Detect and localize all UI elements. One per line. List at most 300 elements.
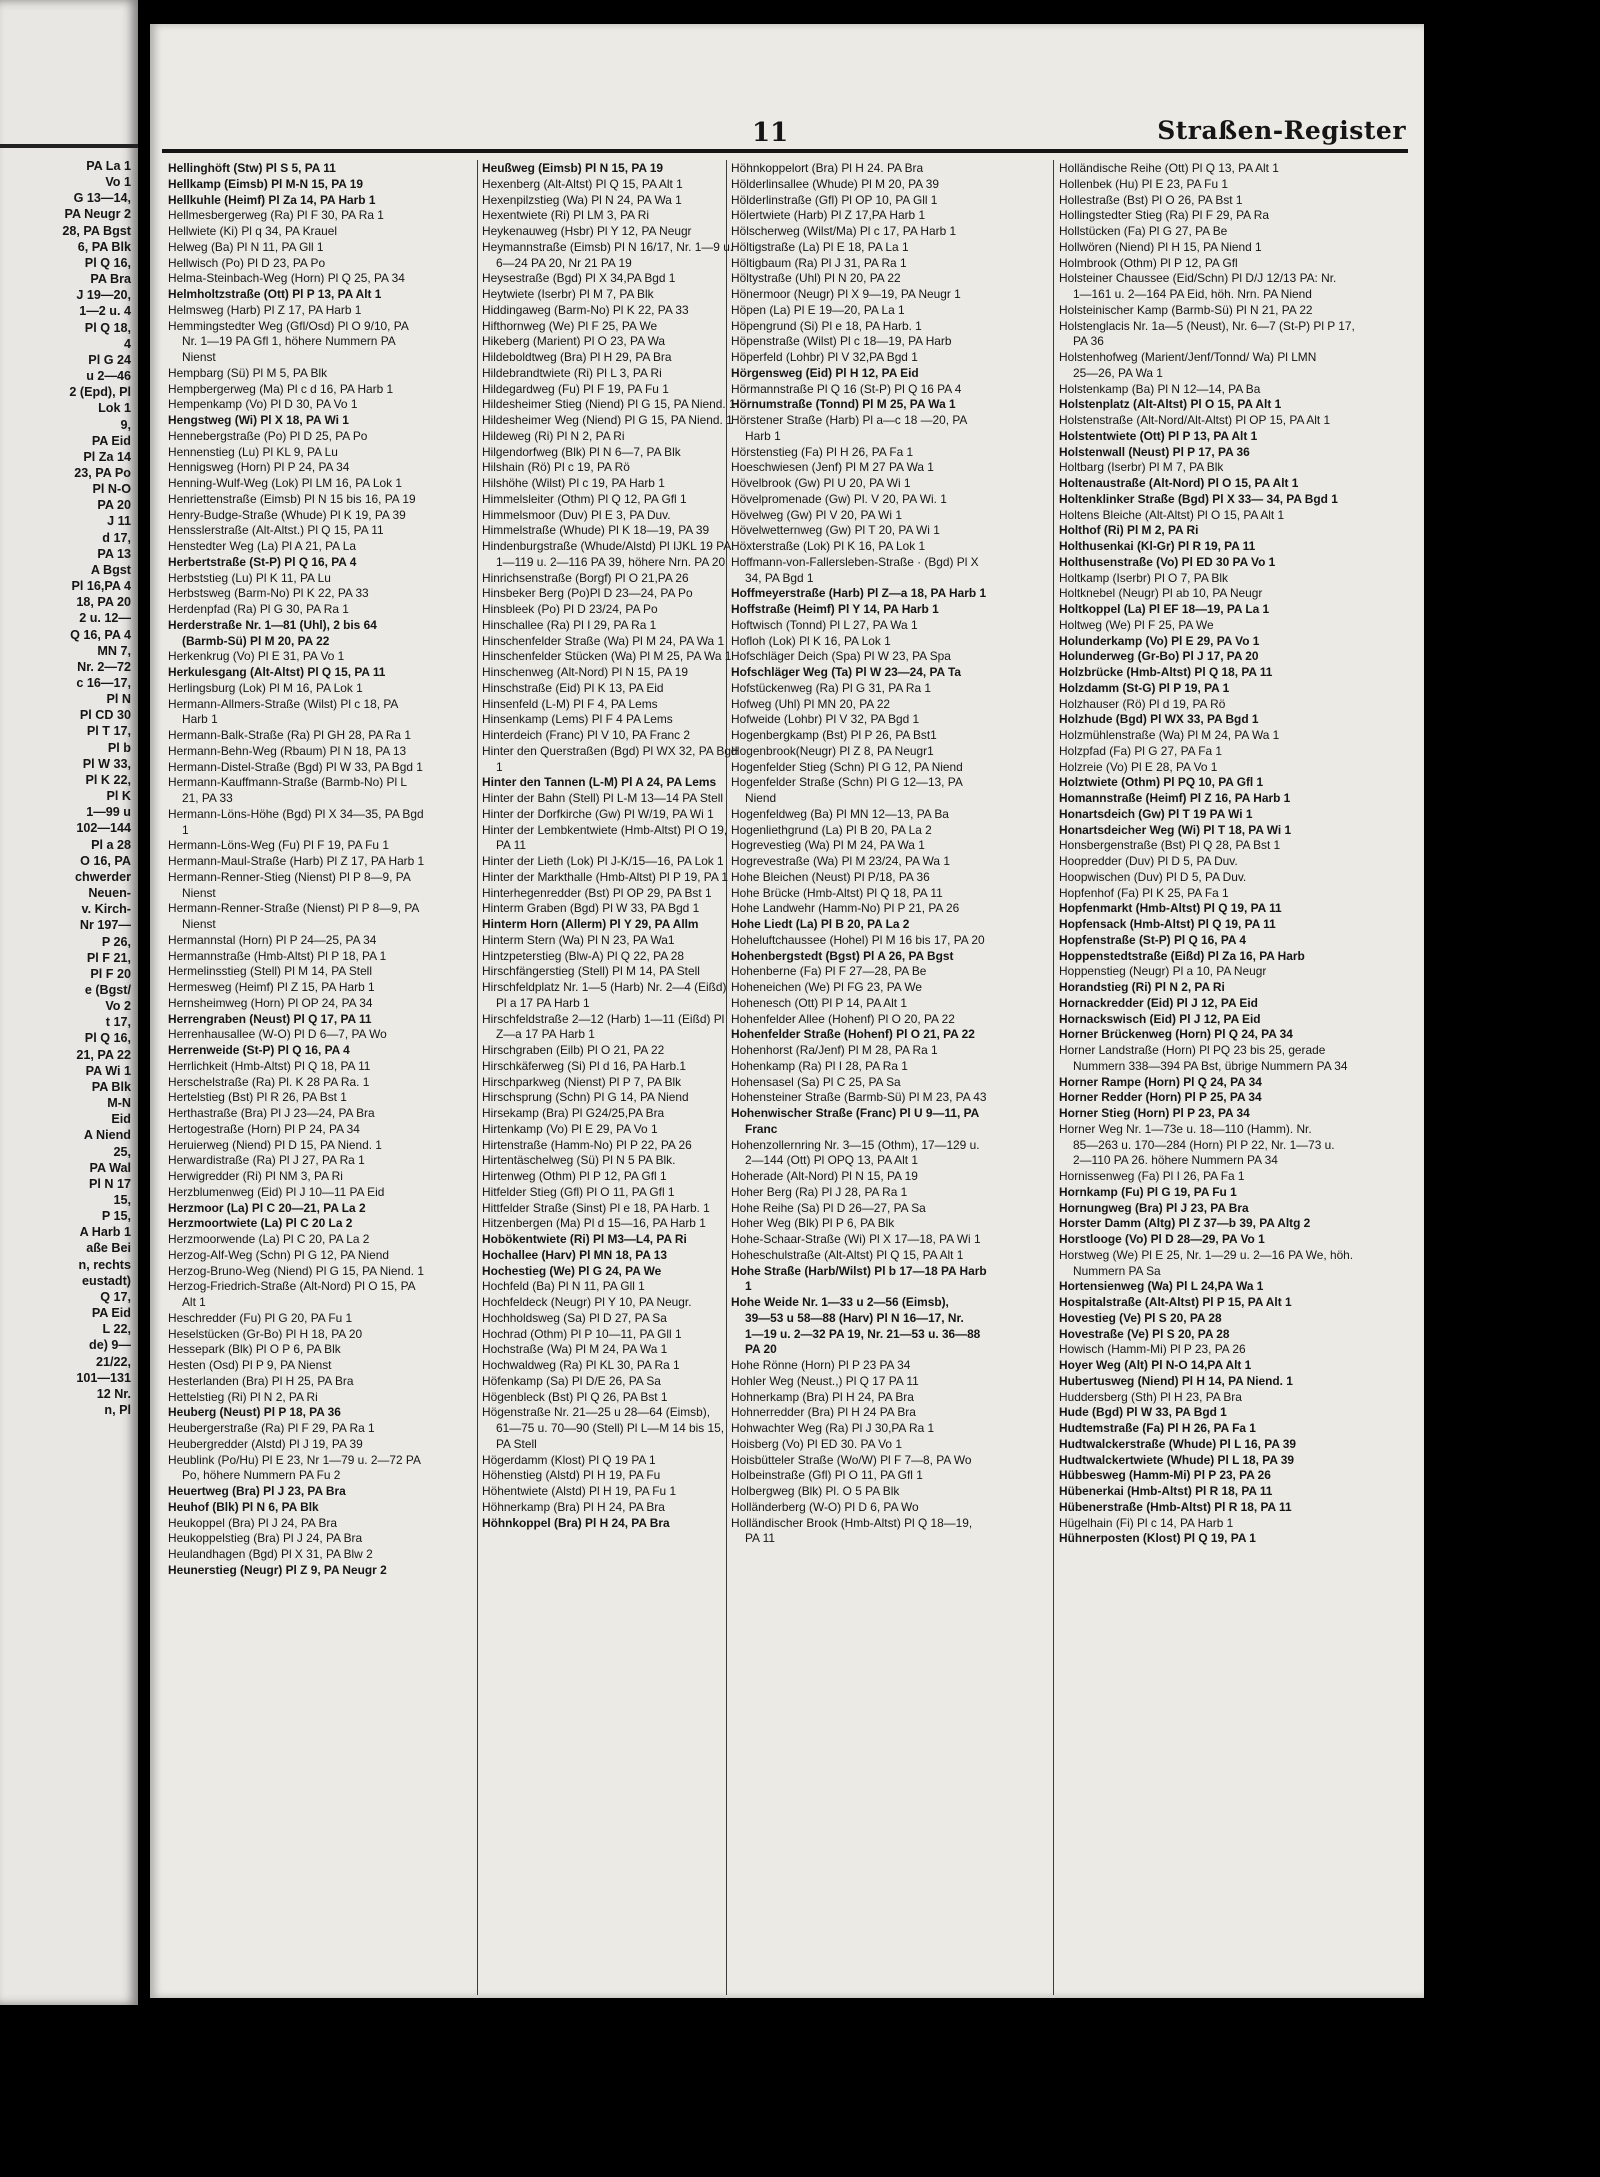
previous-page-fragment: 6, PA Blk [77, 239, 131, 254]
street-entry: Henry-Budge-Straße (Whude) Pl K 19, PA 39 [168, 507, 406, 522]
previous-page-fragment: 28, PA Bgst [62, 223, 131, 238]
street-entry: Horner Landstraße (Horn) Pl PQ 23 bis 25, gerade Nummern 338—394 PA Bst, übrige Nummern PA 34 [1059, 1043, 1348, 1073]
previous-page-fragment: MN 7, [97, 643, 131, 658]
previous-page-fragment: c 16—17, [76, 676, 131, 690]
street-entry: Hornissenweg (Fa) Pl I 26, PA Fa 1 [1059, 1169, 1245, 1183]
street-entry: Hilshöhe (Wilst) Pl c 19, PA Harb 1 [482, 476, 665, 490]
street-entry: Hovestieg (Ve) Pl S 20, PA 28 [1059, 1310, 1222, 1325]
street-entry: Hermann-Löns-Weg (Fu) Pl F 19, PA Fu 1 [168, 838, 389, 853]
register-page [150, 24, 1424, 1998]
street-entry: Hornackswisch (Eid) Pl J 12, PA Eid [1059, 1011, 1261, 1026]
previous-page-fragment: Pl b [107, 740, 131, 755]
street-entry: Hirtentäschelweg (Sü) Pl N 5 PA Blk. [482, 1153, 676, 1168]
street-entry: Hubertusweg (Niend) Pl H 14, PA Niend. 1 [1059, 1373, 1293, 1388]
previous-page-fragment: Q 17, [100, 1289, 131, 1304]
street-entry: Hellwisch (Po) Pl D 23, PA Po [168, 255, 326, 270]
previous-page-fragment: 23, PA Po [74, 465, 131, 480]
street-entry: Hinter den Tannen (L-M) Pl A 24, PA Lems [482, 775, 717, 790]
previous-page-fragment: 4 [123, 336, 131, 351]
street-entry: Holtweg (We) Pl F 25, PA We [1059, 617, 1214, 632]
street-entry: Hoeschwiesen (Jenf) Pl M 27 PA Wa 1 [731, 460, 934, 475]
street-entry: Höfenkamp (Sa) Pl D/E 26, PA Sa [482, 1373, 661, 1388]
street-entry: Hempenkamp (Vo) Pl D 30, PA Vo 1 [168, 397, 358, 412]
street-entry: Holztwiete (Othm) Pl PQ 10, PA Gfl 1 [1059, 775, 1264, 790]
street-entry: Holbergweg (Blk) Pl. O 5 PA Blk [731, 1484, 900, 1498]
street-entry: Hildesheimer Stieg (Niend) Pl G 15, PA Niend. 1 [482, 397, 736, 412]
street-entry: Holtkoppel (La) Pl EF 18—19, PA La 1 [1059, 602, 1270, 616]
street-entry: Herbertstraße (St-P) Pl Q 16, PA 4 [168, 554, 357, 569]
street-entry: Horner Redder (Horn) Pl P 25, PA 34 [1059, 1090, 1262, 1105]
street-entry: Hoheschulstraße (Alt-Altst) Pl Q 15, PA Alt 1 [731, 1247, 964, 1262]
street-entry: Hollenbek (Hu) Pl E 23, PA Fu 1 [1059, 176, 1228, 191]
previous-page-fragment: P 15, [101, 1209, 131, 1224]
previous-page-fragment: A Harb 1 [79, 1225, 131, 1240]
street-entry: Höltystraße (Uhl) Pl N 20, PA 22 [731, 271, 901, 286]
street-entry: Horner Weg Nr. 1—73e u. 18—110 (Hamm). Nr. 85—263 u. 170—284 (Horn) Pl P 22, Nr. 1—73 u. 2—110 PA 26. höhere Nummern PA 34 [1059, 1121, 1335, 1168]
street-entry: Heytwiete (Iserbr) Pl M 7, PA Blk [482, 287, 654, 301]
street-entry: Hirtenweg (Othm) Pl P 12, PA Gfl 1 [482, 1169, 667, 1183]
street-entry: Herbststieg (Lu) Pl K 11, PA Lu [168, 570, 331, 585]
street-entry: Heuhof (Blk) Pl N 6, PA Blk [168, 1499, 319, 1514]
street-entry: Holtkamp (Iserbr) Pl O 7, PA Blk [1059, 570, 1228, 585]
street-entry: Hogenfelder Straße (Schn) Pl G 12—13, PA Niend [731, 775, 963, 805]
street-entry: Hiddingaweg (Barm-No) Pl K 22, PA 33 [482, 302, 689, 317]
street-entry: Hirsekamp (Bra) Pl G24/25,PA Bra [482, 1106, 665, 1120]
previous-page-fragment: 9, [120, 417, 131, 432]
street-entry: Holzbrücke (Hmb-Altst) Pl Q 18, PA 11 [1059, 665, 1273, 679]
previous-page-fragment: 2 (Epd), Pl [69, 385, 131, 400]
street-entry: Hörstener Straße (Harb) Pl a—c 18 —20, PA Harb 1 [731, 413, 968, 443]
street-entry: Hogenbergkamp (Bst) Pl P 26, PA Bst1 [731, 728, 937, 742]
previous-page-fragment: PA 13 [97, 546, 131, 561]
previous-page-fragment: de) 9— [89, 1338, 131, 1353]
street-entry: Hofschläger Deich (Spa) Pl W 23, PA Spa [731, 649, 951, 664]
street-entry: Hofstückenweg (Ra) Pl G 31, PA Ra 1 [731, 680, 932, 695]
street-entry: Hempbergerweg (Ma) Pl c d 16, PA Harb 1 [168, 381, 394, 396]
street-entry: Hinterdeich (Franc) Pl V 10, PA Franc 2 [482, 728, 690, 742]
street-entry: Hellkamp (Eimsb) Pl M-N 15, PA 19 [168, 176, 363, 191]
street-entry: Hoffmeyerstraße (Harb) Pl Z—a 18, PA Harb 1 [731, 586, 987, 601]
street-entry: Hirschgraben (Eilb) Pl O 21, PA 22 [482, 1043, 665, 1057]
street-entry: Hofschläger Weg (Ta) Pl W 23—24, PA Ta [731, 665, 961, 679]
column-divider [477, 160, 478, 1995]
street-entry: Holstenstraße (Alt-Nord/Alt-Altst) Pl OP 15, PA Alt 1 [1059, 413, 1331, 427]
street-entry: Höltigstraße (La) Pl E 18, PA La 1 [731, 239, 909, 254]
previous-page-fragment: A Niend [83, 1128, 131, 1143]
street-entry: Hermann-Balk-Straße (Ra) Pl GH 28, PA Ra 1 [168, 728, 411, 742]
street-entry: Hermann-Allmers-Straße (Wilst) Pl c 18, PA Harb 1 [168, 696, 399, 727]
street-entry: Holländerberg (W-O) Pl D 6, PA Wo [731, 1499, 919, 1514]
street-entry: Hellmesbergerweg (Ra) Pl F 30, PA Ra 1 [168, 208, 384, 223]
street-entry: Hirtenstraße (Hamm-No) Pl P 22, PA 26 [482, 1137, 692, 1152]
page-header [150, 24, 1424, 148]
street-entry: Hennebergstraße (Po) Pl D 25, PA Po [168, 428, 368, 443]
previous-page-fragment: aße Bei [86, 1241, 131, 1256]
street-entry: Hövelbrook (Gw) Pl U 20, PA Wi 1 [731, 476, 911, 490]
street-entry: Hellkuhle (Heimf) Pl Za 14, PA Harb 1 [168, 192, 376, 207]
street-entry: Heuertweg (Bra) Pl J 23, PA Bra [168, 1484, 346, 1498]
street-entry: Hölderlinsallee (Whude) Pl M 20, PA 39 [731, 176, 939, 191]
previous-page-fragment: Pl T 17, [86, 724, 131, 739]
previous-page-fragment: Pl 16,PA 4 [71, 579, 131, 594]
street-entry: Herrenweide (St-P) Pl Q 16, PA 4 [168, 1043, 350, 1057]
street-entry: Herzmoortwiete (La) Pl C 20 La 2 [168, 1216, 353, 1231]
street-entry: Hochwaldweg (Ra) Pl KL 30, PA Ra 1 [482, 1358, 680, 1372]
street-entry: Hudtwalckerstraße (Whude) Pl L 16, PA 39 [1059, 1436, 1296, 1451]
street-entry: Hohe Liedt (La) Pl B 20, PA La 2 [731, 917, 910, 931]
previous-page-fragment: PA Blk [91, 1079, 131, 1094]
street-entry: Hospitalstraße (Alt-Altst) Pl P 15, PA Alt 1 [1059, 1295, 1292, 1309]
street-entry: Hohe Weide Nr. 1—33 u 2—56 (Eimsb), 39—53 u 58—88 (Harv) Pl N 16—17, Nr. 1—19 u. 2—32 PA 19, Nr. 21—53 u. 36—88 PA 20 [731, 1295, 981, 1357]
street-entry: Hildebrandtwiete (Ri) Pl L 3, PA Ri [482, 365, 662, 380]
previous-page-fragment: PA La 1 [86, 159, 131, 173]
street-entry: Hohenzollernring Nr. 3—15 (Othm), 17—129 u. 2—144 (Ott) Pl OPQ 13, PA Alt 1 [731, 1137, 980, 1168]
previous-page-fragment: J 11 [107, 514, 131, 529]
street-entry: Hinterhegenredder (Bst) Pl OP 29, PA Bst 1 [482, 885, 712, 900]
street-entry: Hohe Bleichen (Neust) Pl P/18, PA 36 [731, 869, 930, 884]
street-entry: Hirtenkamp (Vo) Pl E 29, PA Vo 1 [482, 1121, 658, 1136]
street-entry: Herrlichkeit (Hmb-Altst) Pl Q 18, PA 11 [168, 1058, 371, 1073]
street-entry: Honartsdeicher Weg (Wi) Pl T 18, PA Wi 1 [1059, 822, 1292, 837]
street-entry: Hochholdsweg (Sa) Pl D 27, PA Sa [482, 1310, 667, 1325]
street-entry: Hinter der Lembkentwiete (Hmb-Altst) Pl O 19, PA 11 [482, 822, 728, 853]
previous-page-fragment: t 17, [105, 1015, 131, 1030]
street-entry: Hornkamp (Fu) Pl G 19, PA Fu 1 [1059, 1184, 1237, 1199]
street-entry: Hermannstraße (Hmb-Altst) Pl P 18, PA 1 [168, 948, 387, 963]
previous-page-fragment: e (Bgst/ [84, 982, 131, 997]
street-entry: Himmelsmoor (Duv) Pl E 3, PA Duv. [482, 507, 671, 522]
street-entry: Herkulesgang (Alt-Altst) Pl Q 15, PA 11 [168, 665, 386, 679]
street-entry: Hochfeldeck (Neugr) Pl Y 10, PA Neugr. [482, 1295, 692, 1309]
street-entry: Hinschallee (Ra) Pl I 29, PA Ra 1 [482, 617, 657, 632]
street-entry: Hinsbeker Berg (Po)Pl D 23—24, PA Po [482, 586, 693, 601]
street-entry: Holthusenkai (Kl-Gr) Pl R 19, PA 11 [1059, 539, 1256, 553]
street-entry: Höperfeld (Lohbr) Pl V 32,PA Bgd 1 [731, 350, 918, 364]
register-title: Straßen-Register [1157, 116, 1406, 145]
street-entry: Heysestraße (Bgd) Pl X 34,PA Bgd 1 [482, 271, 676, 286]
street-entry: Hinter der Lieth (Lok) Pl J-K/15—16, PA Lok 1 [482, 854, 724, 868]
street-entry: Herthastraße (Bra) Pl J 23—24, PA Bra [168, 1106, 375, 1120]
street-entry: Hoyer Weg (Alt) Pl N-O 14,PA Alt 1 [1059, 1358, 1252, 1372]
street-entry: Hexenpilzstieg (Wa) Pl N 24, PA Wa 1 [482, 192, 682, 207]
previous-page-fragment: 25, [113, 1144, 131, 1159]
street-entry: Hinterm Stern (Wa) Pl N 23, PA Wa1 [482, 932, 675, 947]
street-entry: Horner Stieg (Horn) Pl P 23, PA 34 [1059, 1106, 1250, 1120]
street-entry: Holländische Reihe (Ott) Pl Q 13, PA Alt 1 [1059, 161, 1279, 175]
street-entry: Hohenhorst (Ra/Jenf) Pl M 28, PA Ra 1 [731, 1043, 938, 1057]
street-entry: Hermannstal (Horn) Pl P 24—25, PA 34 [168, 932, 377, 947]
street-entry: Hohenkamp (Ra) Pl I 28, PA Ra 1 [731, 1058, 908, 1073]
street-entry: Hoherade (Alt-Nord) Pl N 15, PA 19 [731, 1169, 918, 1183]
street-entry: Hovestraße (Ve) Pl S 20, PA 28 [1059, 1326, 1230, 1341]
previous-page-fragment: O 16, PA [80, 853, 131, 868]
street-entry: Holunderkamp (Vo) Pl E 29, PA Vo 1 [1059, 633, 1260, 648]
street-entry: Hollwören (Niend) Pl H 15, PA Niend 1 [1059, 239, 1262, 254]
street-entry: Hoher Berg (Ra) Pl J 28, PA Ra 1 [731, 1184, 908, 1199]
street-entry: Hoheneichen (We) Pl FG 23, PA We [731, 980, 922, 994]
street-entry: Hirschfeldplatz Nr. 1—5 (Harb) Nr. 2—4 (Eißd) Pl a 17 PA Harb 1 [482, 980, 727, 1010]
previous-page-fragment: Lok 1 [98, 401, 131, 416]
street-entry: Hinschstraße (Eid) Pl K 13, PA Eid [482, 680, 664, 695]
street-entry: Hinter der Bahn (Stell) Pl L-M 13—14 PA Stell [482, 791, 723, 805]
previous-page-fragment: n, rechts [78, 1257, 131, 1272]
street-entry: Heschredder (Fu) Pl G 20, PA Fu 1 [168, 1310, 353, 1325]
street-entry: Hermann-Löns-Höhe (Bgd) Pl X 34—35, PA Bgd 1 [168, 806, 424, 837]
street-entry: Hohler Weg (Neust.,) Pl Q 17 PA 11 [731, 1373, 919, 1388]
page-number: 11 [752, 118, 789, 148]
previous-page-fragment: d 17, [102, 530, 131, 545]
previous-page-fragment: Pl F 20 [90, 966, 131, 981]
street-entry: Horster Damm (Altg) Pl Z 37—b 39, PA Altg 2 [1059, 1216, 1311, 1231]
previous-page-fragment: 102—144 [76, 821, 131, 836]
previous-page-fragment: Pl F 21, [86, 950, 131, 965]
street-entry: Hinschenweg (Alt-Nord) Pl N 15, PA 19 [482, 665, 688, 679]
street-entry: Henriettenstraße (Eimsb) Pl N 15 bis 16, PA 19 [168, 491, 416, 506]
street-entry: Hochstraße (Wa) Pl M 24, PA Wa 1 [482, 1342, 668, 1357]
street-entry: Horner Rampe (Horn) Pl Q 24, PA 34 [1059, 1074, 1262, 1089]
street-entry: Herkenkrug (Vo) Pl E 31, PA Vo 1 [168, 649, 345, 664]
street-entry: Holtbarg (Iserbr) Pl M 7, PA Blk [1059, 460, 1224, 475]
street-entry: Hinrichsenstraße (Borgf) Pl O 21,PA 26 [482, 570, 689, 585]
street-entry: Hohe-Schaar-Straße (Wi) Pl X 17—18, PA Wi 1 [731, 1232, 981, 1246]
street-entry: Hövelwetternweg (Gw) Pl T 20, PA Wi 1 [731, 523, 940, 538]
street-entry: Herzog-Bruno-Weg (Niend) Pl G 15, PA Niend. 1 [168, 1263, 424, 1278]
street-entry: Holbeinstraße (Gfl) Pl O 11, PA Gfl 1 [731, 1468, 923, 1483]
street-entry: Hollingstedter Stieg (Ra) Pl F 29, PA Ra [1059, 208, 1269, 223]
street-entry: Hifthornweg (We) Pl F 25, PA We [482, 318, 658, 333]
previous-page-fragment: 18, PA 20 [76, 595, 131, 610]
street-entry: Hengstweg (Wi) Pl X 18, PA Wi 1 [168, 413, 349, 427]
street-entry: Herrenhausallee (W-O) Pl D 6—7, PA Wo [168, 1027, 387, 1042]
street-entry: Herdenpfad (Ra) Pl G 30, PA Ra 1 [168, 602, 349, 616]
street-entry: Holzhauser (Rö) Pl d 19, PA Rö [1059, 696, 1226, 711]
header-rule [162, 149, 1408, 153]
street-entry: Hochallee (Harv) Pl MN 18, PA 13 [482, 1247, 668, 1262]
street-entry: Hoppenstieg (Neugr) Pl a 10, PA Neugr [1059, 964, 1267, 979]
street-entry: Hopfenstraße (St-P) Pl Q 16, PA 4 [1059, 932, 1246, 947]
street-entry: Herwigredder (Ri) Pl NM 3, PA Ri [168, 1169, 343, 1183]
previous-page-fragment: Neuen- [88, 886, 131, 901]
previous-page-fragment: PA Wi 1 [85, 1063, 131, 1078]
street-entry: Hornackredder (Eid) Pl J 12, PA Eid [1059, 995, 1258, 1010]
street-entry: Hermann-Behn-Weg (Rbaum) Pl N 18, PA 13 [168, 743, 407, 758]
street-entry: Hesterlanden (Bra) Pl H 25, PA Bra [168, 1373, 354, 1388]
street-entry: Himmelsleiter (Othm) Pl Q 12, PA Gfl 1 [482, 491, 687, 506]
street-entry: Hempbarg (Sü) Pl M 5, PA Blk [168, 365, 328, 380]
street-entry: Hörmannstraße Pl Q 16 (St-P) Pl Q 16 PA 4 [731, 381, 962, 396]
street-entry: Hövelpromenade (Gw) Pl. V 20, PA Wi. 1 [731, 491, 947, 506]
street-entry: Höhenstieg (Alstd) Pl H 19, PA Fu [482, 1468, 661, 1483]
previous-page-fragment: Q 16, PA 4 [70, 627, 131, 642]
street-entry: Hogenfelder Stieg (Schn) Pl G 12, PA Niend [731, 759, 963, 774]
previous-page-fragment: eustadt) [82, 1273, 131, 1288]
previous-page-fragment: Pl Q 16, [84, 255, 131, 270]
street-entry: Höpenstraße (Wilst) Pl c 18—19, PA Harb [731, 334, 952, 349]
street-entry: Hermesweg (Heimf) Pl Z 15, PA Harb 1 [168, 980, 375, 994]
street-entry: Hildegardweg (Fu) Pl F 19, PA Fu 1 [482, 381, 669, 396]
street-entry: Homannstraße (Heimf) Pl Z 16, PA Harb 1 [1059, 791, 1291, 805]
street-entry: Horandstieg (Ri) Pl N 2, PA Ri [1059, 980, 1225, 994]
street-entry: Hittfelder Straße (Sinst) Pl e 18, PA Harb. 1 [482, 1200, 710, 1215]
column-divider [1053, 160, 1054, 1995]
previous-page-fragment: Pl W 33, [82, 756, 131, 771]
street-entry: Hinter den Querstraßen (Bgd) Pl WX 32, PA Bgd 1 [482, 743, 738, 774]
street-entry: Hogrevestraße (Wa) Pl M 23/24, PA Wa 1 [731, 854, 950, 868]
previous-page-fragment: Pl N-O [92, 482, 131, 497]
street-entry: Hohenesch (Ott) Pl P 14, PA Alt 1 [731, 995, 908, 1010]
street-entry: Herbstsweg (Barm-No) Pl K 22, PA 33 [168, 586, 369, 601]
street-entry: Holstenglacis Nr. 1a—5 (Neust), Nr. 6—7 (St-P) Pl P 17, PA 36 [1059, 318, 1355, 349]
street-entry: Hopfensack (Hmb-Altst) Pl Q 19, PA 11 [1059, 917, 1276, 931]
previous-page-fragment: Eid [111, 1112, 131, 1127]
street-entry: Hohenwischer Straße (Franc) Pl U 9—11, PA Franc [731, 1106, 980, 1136]
street-entry: Hellwiete (Ki) Pl q 34, PA Krauel [168, 224, 337, 238]
previous-page-fragment: L 22, [102, 1322, 131, 1337]
previous-page-fragment: Vo 1 [105, 175, 131, 190]
street-entry: Hübenerstraße (Hmb-Altst) Pl R 18, PA 11 [1059, 1499, 1292, 1514]
street-entry: Hudtemstraße (Fa) Pl H 26, PA Fa 1 [1059, 1421, 1256, 1435]
street-entry: Hölderlinstraße (Gfl) Pl OP 10, PA Gll 1 [731, 192, 938, 207]
previous-page-fragment: PA Bra [90, 272, 131, 287]
street-column-4 [1059, 161, 1359, 1547]
street-entry: Herzog-Friedrich-Straße (Alt-Nord) Pl O 15, PA Alt 1 [168, 1279, 416, 1309]
previous-page-edge [0, 0, 138, 2005]
street-entry: Heuberg (Neust) Pl P 18, PA 36 [168, 1405, 341, 1420]
street-entry: Heykenauweg (Hsbr) Pl Y 12, PA Neugr [482, 224, 692, 238]
street-entry: Högenbleck (Bst) Pl Q 26, PA Bst 1 [482, 1389, 668, 1404]
street-entry: Höltigbaum (Ra) Pl J 31, PA Ra 1 [731, 255, 907, 270]
street-entry: Hogenfeldweg (Ba) Pl MN 12—13, PA Ba [731, 806, 949, 821]
street-entry: Holzmühlenstraße (Wa) Pl M 24, PA Wa 1 [1059, 728, 1280, 742]
street-entry: Hintzpeterstieg (Blw-A) Pl Q 22, PA 28 [482, 948, 685, 963]
street-entry: Hermann-Kauffmann-Straße (Barmb-No) Pl L 21, PA 33 [168, 775, 407, 805]
street-entry: Hövelweg (Gw) Pl V 20, PA Wi 1 [731, 507, 902, 522]
street-entry: Hornungweg (Bra) Pl J 23, PA Bra [1059, 1200, 1249, 1215]
street-entry: Hopfenhof (Fa) Pl K 25, PA Fa 1 [1059, 885, 1229, 900]
street-entry: Holtknebel (Neugr) Pl ab 10, PA Neugr [1059, 586, 1263, 601]
previous-page-fragment: PA Eid [91, 1306, 131, 1321]
street-entry: Hoftwisch (Tonnd) Pl L 27, PA Wa 1 [731, 617, 918, 632]
street-entry: Holmbrook (Othm) Pl P 12, PA Gfl [1059, 255, 1238, 270]
street-entry: Hohenbergstedt (Bgst) Pl A 26, PA Bgst [731, 948, 954, 963]
previous-page-fragment: Pl Za 14 [83, 449, 131, 464]
street-column-3 [731, 161, 989, 1547]
street-entry: Hohnerredder (Bra) Pl H 24 PA Bra [731, 1405, 916, 1420]
street-entry: Hochfeld (Ba) Pl N 11, PA Gll 1 [482, 1279, 645, 1294]
street-entry: Herzmoorwende (La) Pl C 20, PA La 2 [168, 1232, 370, 1246]
street-entry: Holthof (Ri) Pl M 2, PA Ri [1059, 523, 1199, 538]
street-entry: Hilshain (Rö) Pl c 19, PA Rö [482, 460, 630, 475]
street-entry: Horstlooge (Vo) Pl D 28—29, PA Vo 1 [1059, 1232, 1265, 1246]
street-entry: Hikeberg (Marient) Pl O 23, PA Wa [482, 334, 666, 349]
street-entry: Hermann-Maul-Straße (Harb) Pl Z 17, PA Harb 1 [168, 854, 425, 868]
previous-page-fragment: Pl N 17 [89, 1176, 131, 1191]
street-entry: Höhnerkamp (Bra) Pl H 24, PA Bra [482, 1499, 665, 1514]
street-entry: Hexenberg (Alt-Altst) Pl Q 15, PA Alt 1 [482, 176, 683, 191]
street-entry: Hoheluftchaussee (Hohel) Pl M 16 bis 17, PA 20 [731, 932, 985, 947]
street-entry: Hinsbleek (Po) Pl D 23/24, PA Po [482, 602, 658, 616]
previous-page-fragment: PA 20 [97, 498, 131, 513]
previous-page-fragment: Nr 197— [79, 918, 131, 933]
street-entry: Herrengraben (Neust) Pl Q 17, PA 11 [168, 1011, 372, 1026]
previous-page-fragment: chwerder [75, 869, 131, 884]
street-entry: Holstenkamp (Ba) Pl N 12—14, PA Ba [1059, 381, 1261, 396]
street-entry: Hinter der Dorfkirche (Gw) Pl W/19, PA Wi 1 [482, 806, 714, 821]
street-entry: Hettelstieg (Ri) Pl N 2, PA Ri [168, 1389, 318, 1404]
street-entry: Hübenerkai (Hmb-Altst) Pl R 18, PA 11 [1059, 1484, 1273, 1498]
street-entry: Högerdamm (Klost) Pl Q 19 PA 1 [482, 1452, 656, 1467]
street-entry: Hogrevestieg (Wa) Pl M 24, PA Wa 1 [731, 838, 925, 853]
street-entry: Holstentwiete (Ott) Pl P 13, PA Alt 1 [1059, 428, 1258, 443]
street-entry: Heußweg (Eimsb) Pl N 15, PA 19 [482, 161, 664, 175]
street-entry: Hohensteiner Straße (Barmb-Sü) Pl M 23, PA 43 [731, 1090, 987, 1105]
street-entry: Holstenplatz (Alt-Altst) Pl O 15, PA Alt 1 [1059, 397, 1282, 412]
street-entry: Hinter der Markthalle (Hmb-Altst) Pl P 19, PA 1 [482, 869, 729, 884]
street-entry: Hude (Bgd) Pl W 33, PA Bgd 1 [1059, 1405, 1227, 1420]
street-entry: Hildeweg (Ri) Pl N 2, PA Ri [482, 428, 625, 443]
street-column-1 [168, 161, 426, 1579]
street-entry: Hinschenfelder Straße (Wa) Pl M 24, PA Wa 1 [482, 633, 725, 648]
street-entry: Holtenklinker Straße (Bgd) Pl X 33— 34, PA Bgd 1 [1059, 491, 1338, 506]
street-entry: Heselstücken (Gr-Bo) Pl H 18, PA 20 [168, 1326, 363, 1341]
street-entry: Hermann-Distel-Straße (Bgd) Pl W 33, PA Bgd 1 [168, 759, 423, 774]
street-entry: Hölertwiete (Harb) Pl Z 17,PA Harb 1 [731, 208, 926, 223]
street-entry: Huddersberg (Sth) Pl H 23, PA Bra [1059, 1389, 1242, 1404]
previous-page-fragment: 21/22, [95, 1354, 131, 1369]
previous-page-fragment: Vo 2 [105, 999, 131, 1014]
street-entry: Hübbesweg (Hamm-Mi) Pl P 23, PA 26 [1059, 1468, 1271, 1483]
street-entry: Hörgensweg (Eid) Pl H 12, PA Eid [731, 365, 919, 380]
street-entry: Hermelinsstieg (Stell) Pl M 14, PA Stell [168, 964, 372, 979]
street-entry: Hohe Straße (Harb/Wilst) Pl b 17—18 PA Harb 1 [731, 1263, 987, 1294]
street-entry: Heukoppelstieg (Bra) Pl J 24, PA Bra [168, 1531, 363, 1546]
previous-page-fragment: 1—99 u [86, 805, 131, 820]
street-entry: Hohnerkamp (Bra) Pl H 24, PA Bra [731, 1389, 914, 1404]
street-entry: Hellinghöft (Stw) Pl S 5, PA 11 [168, 161, 336, 175]
street-entry: Helmsweg (Harb) Pl Z 17, PA Harb 1 [168, 302, 362, 317]
street-entry: Hildesheimer Weg (Niend) Pl G 15, PA Niend. 1 [482, 413, 733, 427]
street-entry: Hilgendorfweg (Blk) Pl N 6—7, PA Blk [482, 444, 681, 459]
street-entry: Herschelstraße (Ra) Pl. K 28 PA Ra. 1 [168, 1074, 370, 1089]
street-entry: Himmelstraße (Whude) Pl K 18—19, PA 39 [482, 523, 710, 538]
street-entry: Holzreie (Vo) Pl E 28, PA Vo 1 [1059, 759, 1218, 774]
previous-page-fragment: PA Neugr 2 [64, 207, 131, 222]
street-entry: Hinschenfelder Stücken (Wa) Pl M 25, PA Wa 1 [482, 649, 732, 664]
street-entry: Horstweg (We) Pl E 25, Nr. 1—29 u. 2—16 PA We, höh. Nummern PA Sa [1059, 1247, 1354, 1278]
street-entry: Hönermoor (Neugr) Pl X 9—19, PA Neugr 1 [731, 287, 961, 301]
street-entry: Holsteinischer Kamp (Barmb-Sü) Pl N 21, PA 22 [1059, 302, 1313, 317]
street-entry: Henning-Wulf-Weg (Lok) Pl LM 16, PA Lok 1 [168, 476, 402, 490]
street-entry: Herlingsburg (Lok) Pl M 16, PA Lok 1 [168, 680, 363, 695]
previous-page-fragment: 12 Nr. [96, 1386, 131, 1401]
previous-page-fragment: Pl Q 18, [84, 320, 131, 335]
previous-page-fragment: PA Wal [89, 1160, 131, 1175]
street-entry: Höhentwiete (Alstd) Pl H 19, PA Fu 1 [482, 1484, 677, 1498]
previous-page-fragment: 2 u. 12— [79, 611, 131, 626]
previous-page-fragment: Pl Q 16, [84, 1031, 131, 1046]
street-entry: Hoisbütteler Straße (Wo/W) Pl F 7—8, PA Wo [731, 1452, 972, 1467]
previous-page-fragment: M-N [107, 1096, 131, 1111]
street-entry: Howisch (Hamm-Mi) Pl P 23, PA 26 [1059, 1342, 1246, 1357]
street-entry: Hoffstraße (Heimf) Pl Y 14, PA Harb 1 [731, 602, 939, 616]
street-entry: Högenstraße Nr. 21—25 u 28—64 (Eimsb), 61—75 u. 70—90 (Stell) Pl L—M 14 bis 15, PA Stell [482, 1405, 725, 1451]
street-entry: Hennigsweg (Horn) Pl P 24, PA 34 [168, 460, 350, 475]
street-entry: Hohenberne (Fa) Pl F 27—28, PA Be [731, 964, 927, 979]
street-entry: Holländischer Brook (Hmb-Altst) Pl Q 18—19, PA 11 [731, 1515, 973, 1546]
street-entry: Heymannstraße (Eimsb) Pl N 16/17, Nr. 1—9 u. 6—24 PA 20, Nr 21 PA 19 [482, 239, 734, 270]
street-entry: Hohe Landwehr (Hamm-No) Pl P 21, PA 26 [731, 901, 960, 916]
street-entry: Hirschfeldstraße 2—12 (Harb) 1—11 (Eißd) Pl Z—a 17 PA Harb 1 [482, 1011, 725, 1042]
